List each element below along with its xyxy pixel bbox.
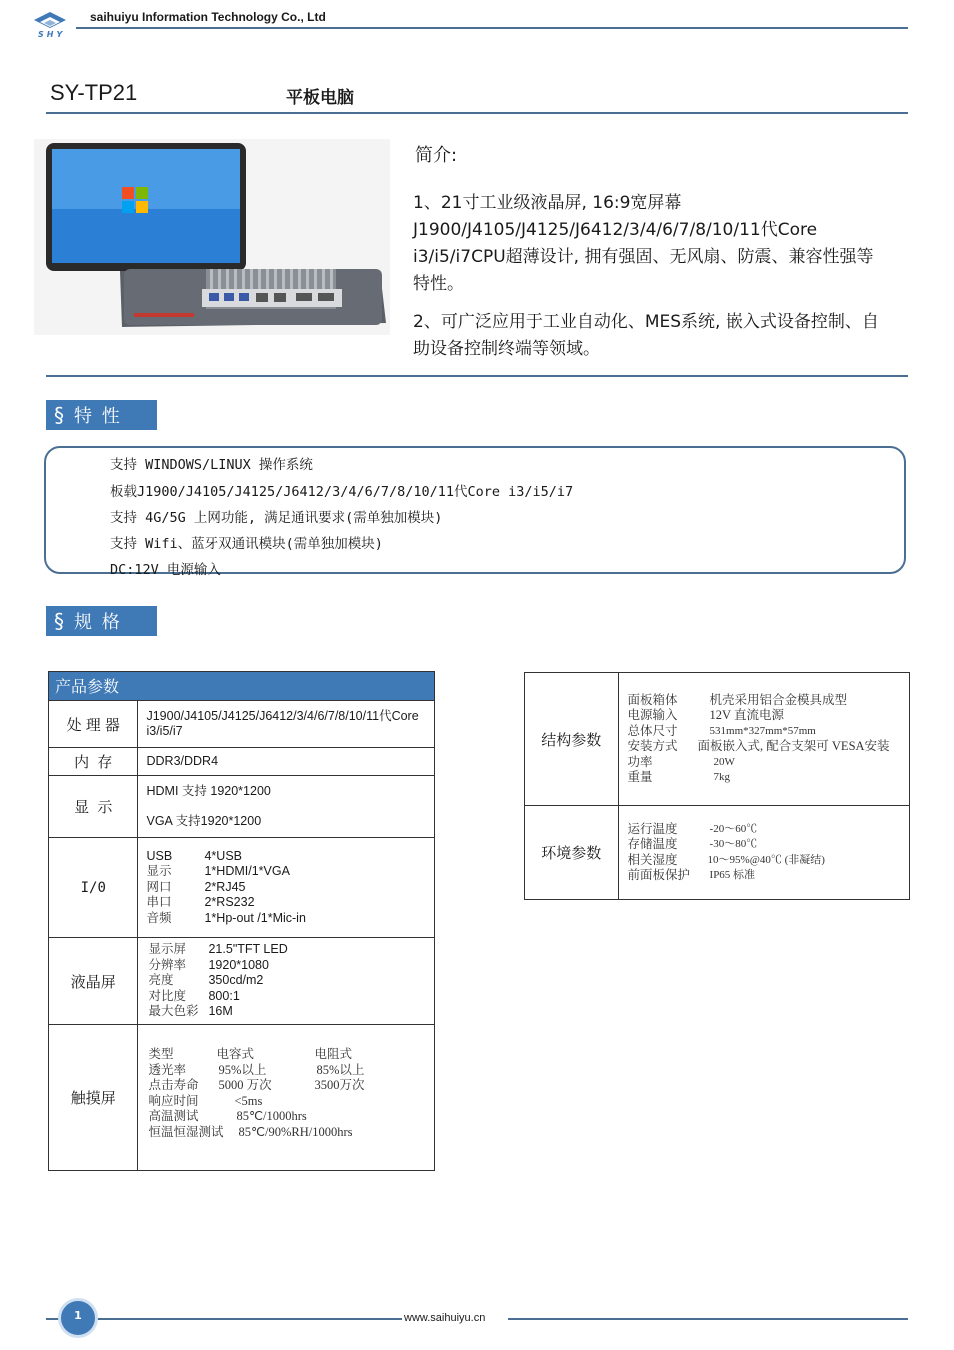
feature-item: 板载J1900/J4105/J4125/J6412/3/4/6/7/8/10/11代Core i3/i5/i7 [110,484,574,500]
lcd-row [148,1004,434,1020]
environment-values [618,806,909,900]
touch-res: 3500万次 [314,1078,365,1092]
touch-values [138,1025,435,1171]
header-rule [76,27,908,29]
structure-val: 20W [713,755,735,768]
touch-row [148,1094,434,1110]
touch-row [148,1047,434,1063]
io-val: 4*USB [204,848,243,863]
logo-text: SHY [38,30,66,39]
touch-key: 透光率 [148,1062,186,1077]
cpu-value: J1900/J4105/J4125/J6412/3/4/6/7/8/10/11代Core i3/i5/i7 [138,701,435,748]
feature-item: DC:12V 电源输入 [110,562,221,578]
footer-rule-left [46,1318,402,1320]
io-row [146,864,434,880]
environment-key: 运行温度 [627,821,678,836]
structure-key: 电源输入 [627,708,678,722]
feature-item: 支持 4G/5G 上网功能, 满足通讯要求(需单独加模块) [110,510,443,526]
section-symbol: § [54,403,66,427]
specs-section-bar [46,606,157,636]
lcd-key: 对比度 [148,988,186,1003]
structure-key: 总体尺寸 [627,723,678,738]
section-symbol: § [54,609,66,633]
structure-val: 面板嵌入式, 配合支架可 VESA安装 [697,739,890,753]
page-number: 1 [74,1309,82,1322]
io-val: 2*RS232 [204,895,255,910]
intro-heading: 简介: [415,145,458,166]
spec-table-title-text: 产品参数 [55,677,120,696]
structure-row [628,770,909,786]
environment-row [628,837,909,853]
io-row [146,849,434,865]
lcd-val: 1920*1080 [208,957,269,972]
footer-rule-right [508,1318,908,1320]
touch-cap: 电容式 [216,1047,254,1061]
lcd-val: 350cd/m2 [208,973,264,988]
environment-label: 环境参数 [525,806,619,900]
io-key: 串口 [146,895,172,910]
touch-cap: <5ms [234,1093,263,1108]
structure-key: 安装方式 [627,739,678,753]
lcd-row [148,973,434,989]
environment-row [628,822,909,838]
footer-url[interactable]: www.saihuiyu.cn [404,1312,486,1324]
specs-title: 规 格 [74,612,122,633]
lcd-val: 800:1 [208,988,240,1003]
structure-row [628,693,909,709]
environment-row [628,868,909,884]
display-hdmi: HDMI 支持 1920*1200 [146,784,271,798]
structure-val: 7kg [713,771,731,783]
structure-key: 面板箱体 [627,692,678,707]
environment-key: 相关湿度 [627,852,678,867]
display-vga: VGA 支持1920*1200 [146,813,262,828]
structure-row [628,708,909,724]
structure-row [628,724,909,740]
touch-res: 电阻式 [314,1047,352,1061]
memory-value: DDR3/DDR4 [138,748,435,776]
display-label: 显 示 [49,776,138,838]
model-number: SY-TP21 [50,80,138,105]
features-section-bar [46,400,157,430]
touch-cap: 5000 万次 [218,1078,272,1092]
lcd-row [148,942,434,958]
touch-key: 类型 [148,1047,174,1061]
io-key: 显示 [146,864,172,879]
io-values [138,838,435,938]
touch-cap: 85℃/1000hrs [236,1109,307,1123]
lcd-row [148,989,434,1005]
environment-val: IP65 标准 [709,869,756,881]
spec-table-left [48,700,435,1171]
structure-row [628,739,909,755]
io-row [146,880,434,896]
display-values [138,776,435,838]
lcd-key: 显示屏 [148,942,186,957]
structure-val: 531mm*327mm*57mm [709,724,816,737]
touch-res: 85%以上 [316,1062,365,1077]
environment-val: -20～60℃ [709,822,758,835]
touch-label: 触摸屏 [49,1025,138,1171]
structure-val: 机壳采用铝合金模具成型 [709,692,848,707]
feature-item: 支持 Wifi、蓝牙双通讯模块(需单独加模块) [110,536,383,552]
title-rule [46,112,908,114]
io-row [146,895,434,911]
company-name: saihuiyu Information Technology Co., Ltd [90,10,326,24]
product-image [34,139,390,335]
lcd-val: 16M [208,1004,233,1019]
spec-table-right [524,672,910,900]
touch-row [148,1078,434,1094]
memory-label: 内 存 [49,748,138,776]
environment-key: 存储温度 [627,837,678,851]
io-key: USB [146,848,173,863]
lcd-key: 亮度 [148,973,174,988]
touch-row [148,1063,434,1079]
environment-val: -30～80℃ [709,838,758,850]
lcd-label: 液晶屏 [49,938,138,1025]
io-val: 2*RJ45 [204,879,246,894]
intro-rule [46,375,908,377]
structure-label: 结构参数 [525,673,619,806]
company-logo [30,8,70,42]
structure-val: 12V 直流电源 [709,708,784,722]
io-row [146,911,434,927]
touch-key: 恒温恒湿测试 [148,1124,224,1139]
io-val: 1*HDMI/1*VGA [204,864,290,879]
io-label: I/0 [49,838,138,938]
lcd-key: 最大色彩 [148,1004,199,1019]
touch-key: 点击寿命 [148,1078,199,1092]
touch-key: 高温测试 [148,1109,199,1123]
intro-paragraph-2: 2、可广泛应用于工业自动化、MES系统, 嵌入式设备控制、自助设备控制终端等领域。 [413,312,879,359]
environment-row [628,853,909,869]
lcd-key: 分辨率 [148,957,186,972]
structure-row [628,755,909,771]
io-key: 网口 [146,879,172,894]
spec-table-title [48,671,435,701]
io-key: 音频 [146,910,172,925]
touch-row [148,1125,434,1141]
touch-cap: 95%以上 [218,1062,267,1077]
environment-val: 10～95%@40℃ (非凝结) [707,853,825,866]
cpu-label: 处 理 器 [49,701,138,748]
feature-item: 支持 WINDOWS/LINUX 操作系统 [110,457,313,473]
lcd-row [148,958,434,974]
product-name: 平板电脑 [286,88,354,108]
touch-key: 响应时间 [148,1093,199,1108]
touch-cap: 85℃/90%RH/1000hrs [238,1124,353,1139]
intro-paragraph-1: 1、21寸工业级液晶屏, 16:9宽屏幕J1900/J4105/J4125/J6412/3/4/6/7/8/10/11代Core i3/i5/i7CPU超薄设计, 拥有强固、无风扇、防震、兼容性强等特性。 [413,193,874,294]
environment-key: 前面板保护 [627,868,691,882]
io-val: 1*Hp-out /1*Mic-in [204,910,306,925]
features-title: 特 性 [74,406,122,427]
touch-row [148,1109,434,1125]
structure-key: 重量 [627,770,653,784]
structure-key: 功率 [627,754,653,769]
structure-values [618,673,909,806]
lcd-val: 21.5"TFT LED [208,942,288,957]
lcd-values [138,938,435,1025]
